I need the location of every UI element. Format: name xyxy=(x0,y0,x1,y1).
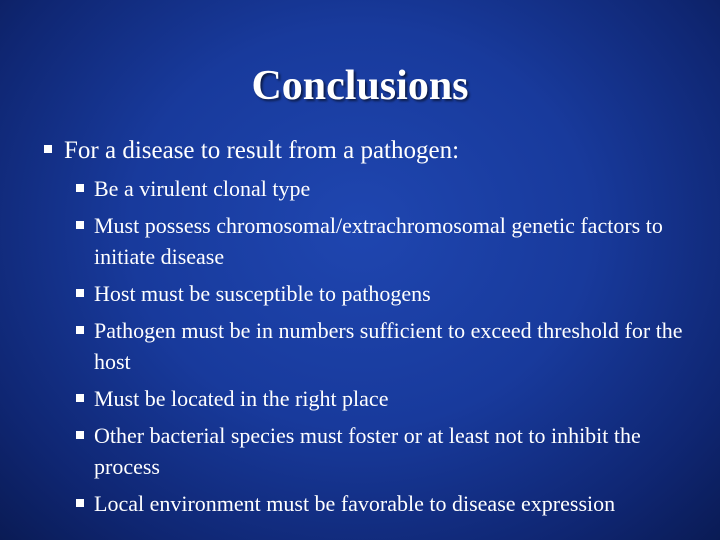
sub-bullet xyxy=(76,210,696,272)
sub-bullet-text: Other bacterial species must foster or at least not to inhibit the process xyxy=(94,423,641,479)
square-bullet-icon xyxy=(76,499,84,507)
square-bullet-icon xyxy=(44,145,52,153)
sub-bullet-text: Pathogen must be in numbers sufficient to exceed threshold for the host xyxy=(94,318,683,374)
sub-bullet xyxy=(76,278,696,309)
sub-bullet xyxy=(76,383,696,414)
square-bullet-icon xyxy=(76,221,84,229)
square-bullet-icon xyxy=(76,184,84,192)
square-bullet-icon xyxy=(76,326,84,334)
square-bullet-icon xyxy=(76,289,84,297)
sub-bullet-text: Host must be susceptible to pathogens xyxy=(94,281,431,306)
sub-bullet-text: Must be located in the right place xyxy=(94,386,389,411)
sub-bullet-text: Must possess chromosomal/extrachromosomal genetic factors to initiate disease xyxy=(94,213,663,269)
sub-bullet xyxy=(76,488,696,519)
sub-bullet xyxy=(76,315,696,377)
square-bullet-icon xyxy=(76,431,84,439)
square-bullet-icon xyxy=(76,394,84,402)
sub-bullet-text: Be a virulent clonal type xyxy=(94,176,311,201)
slide-title: Conclusions xyxy=(251,63,469,109)
main-bullet xyxy=(44,134,704,167)
sub-bullet xyxy=(76,173,696,204)
sub-bullet xyxy=(76,420,696,482)
sub-bullet-text: Local environment must be favorable to disease expression xyxy=(94,491,616,516)
sub-bullet-list xyxy=(76,173,696,525)
main-bullet-text: For a disease to result from a pathogen: xyxy=(64,137,460,164)
